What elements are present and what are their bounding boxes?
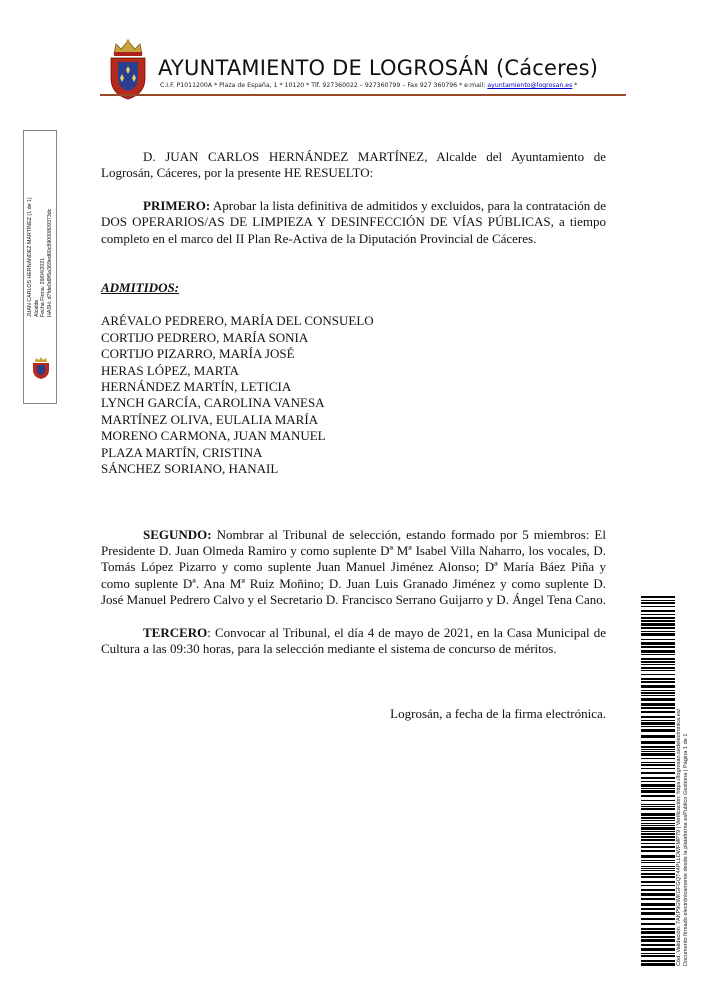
email-link[interactable]: ayuntamiento@logrosan.es bbox=[487, 82, 573, 89]
list-item: LYNCH GARCÍA, CAROLINA VANESA bbox=[101, 395, 325, 411]
list-item: HERAS LÓPEZ, MARTA bbox=[101, 362, 239, 378]
signature-hash: HASH: d7fde0d9f5a369ed60c89000809373dc bbox=[46, 208, 53, 317]
list-item: PLAZA MARTÍN, CRISTINA bbox=[101, 444, 263, 460]
contact-info: C.I.F. P1011200A * Plaza de España, 1 * 10120 * Tlf. 927360022 – 927360799 – Fax 927 360796 * e:mail: bbox=[160, 82, 488, 89]
tercero-text: : Convocar al Tribunal, el día 4 de mayo de 2021, en la Casa Municipal de Cultura a las 09:30 horas, para la selección mediante el sistema de concurso de méritos. bbox=[101, 624, 606, 656]
signature-crest-icon bbox=[30, 357, 52, 379]
signature-stamp-box bbox=[23, 130, 57, 404]
list-item: CORTIJO PIZARRO, MARÍA JOSÉ bbox=[101, 346, 295, 362]
signature-date: Fecha Firma: 29/04/2021 bbox=[40, 257, 46, 317]
primero-text: Aprobar la lista definitiva de admitidos y excluidos, para la contratación de DOS OPERARIOS/AS DE LIMPIEZA Y DESINFECCIÓN DE VÍAS PÚBLICAS, a tiempo completo en el marco del II Plan Re-Activa de la Diputación Provincial de Cáceres. bbox=[101, 197, 606, 246]
list-item: SÁNCHEZ SORIANO, HANAIL bbox=[101, 461, 279, 477]
contact-end: * bbox=[572, 82, 578, 89]
signer-name: JUAN CARLOS HERNÁNDEZ MARTÍNEZ (1 de 1) bbox=[27, 197, 33, 317]
municipality-title: AYUNTAMIENTO DE LOGROSÁN (Cáceres) bbox=[158, 56, 599, 80]
contact-line bbox=[160, 82, 577, 89]
primero-label: PRIMERO: bbox=[143, 197, 211, 213]
validation-barcode bbox=[641, 596, 675, 966]
tercero-label: TERCERO bbox=[143, 624, 208, 640]
list-item: ARÉVALO PEDRERO, MARÍA DEL CONSUELO bbox=[101, 313, 374, 329]
header-rule bbox=[100, 94, 626, 96]
list-item: CORTIJO PEDRERO, MARÍA SONIA bbox=[101, 329, 309, 345]
segundo-text: Nombrar al Tribunal de selección, estando formado por 5 miembros: El Presidente D. Juan Olmeda Ramiro y como suplente Dª Mª Isabel Villa Naharro, los vocales, D. Tomás López Pizarro y como suplente Juan Manuel Jiménez Alonso; Dª María Báez Piña y como suplente Dª. Ana Mª Ruiz Moñino; D. Juan Luis Granado Jiménez y como suplente D. José Manuel Pedrero Calvo y el Secretario D. Francisco Serrano Guijarro y D. Ángel Tena Cano. bbox=[101, 526, 606, 608]
admitidos-heading: ADMITIDOS: bbox=[101, 280, 180, 296]
resolution-body bbox=[101, 149, 606, 723]
closing-line: Logrosán, a fecha de la firma electrónica. bbox=[390, 706, 606, 722]
intro-paragraph: D. JUAN CARLOS HERNÁNDEZ MARTÍNEZ, Alcalde del Ayuntamiento de Logrosán, Cáceres, por la presente HE RESUELTO: bbox=[101, 149, 606, 181]
tercero-paragraph bbox=[101, 625, 606, 658]
list-item: HERNÁNDEZ MARTÍN, LETICIA bbox=[101, 379, 292, 395]
segundo-paragraph bbox=[101, 527, 606, 609]
list-item: MORENO CARMONA, JUAN MANUEL bbox=[101, 428, 326, 444]
municipal-crest-logo bbox=[108, 38, 148, 100]
signer-role: Alcalde bbox=[33, 299, 40, 317]
primero-paragraph bbox=[101, 198, 606, 247]
admitidos-list bbox=[101, 313, 606, 477]
list-item: MARTÍNEZ OLIVA, EULALIA MARÍA bbox=[101, 411, 319, 427]
validation-platform: Documento firmado electrónicamente desde la plataforma esPublico Gestiona | Página 1 de 1 bbox=[683, 733, 689, 966]
segundo-label: SEGUNDO: bbox=[143, 526, 212, 542]
validation-code: Cód. Validación: 7AKP9GWKGFGQT44PLLDWFMP79 | Verificación: https://logrosan.sedelectronica.es/ bbox=[676, 708, 682, 966]
